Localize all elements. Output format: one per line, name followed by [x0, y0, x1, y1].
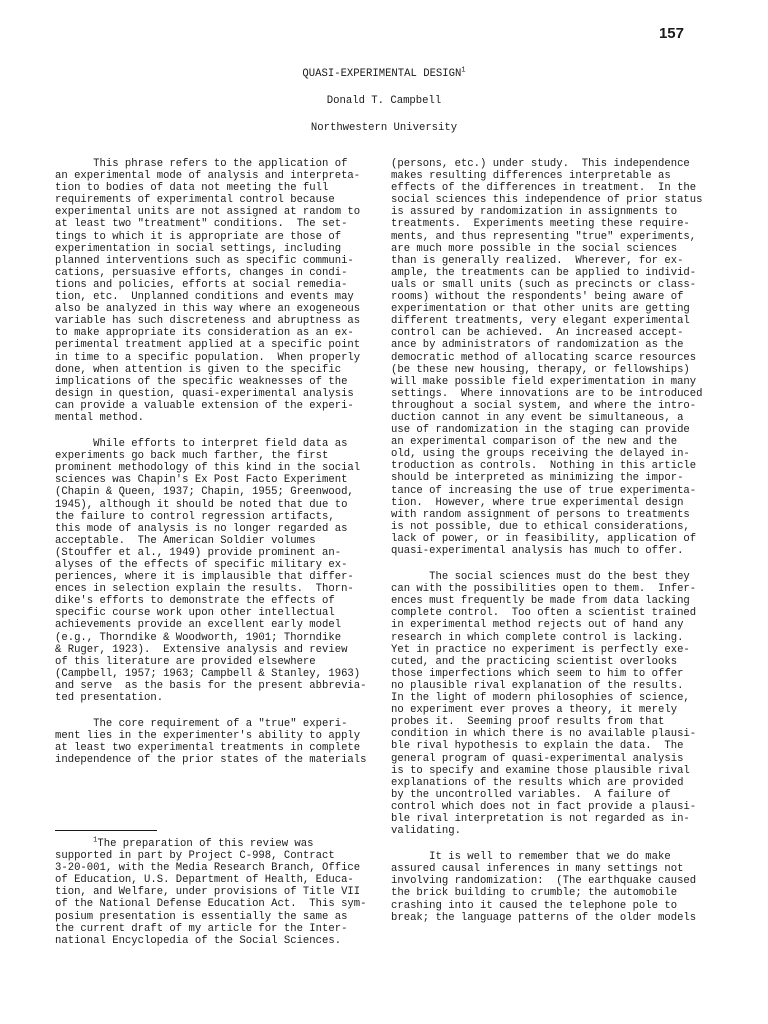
- text-line: throughout a social system, and where the intro-: [391, 399, 697, 412]
- text-line: experimentation or that other units are getting: [391, 303, 690, 316]
- text-line: cations, persuasive efforts, changes in condi-: [55, 266, 348, 279]
- text-line: acceptable. The American Soldier volumes: [55, 534, 316, 547]
- text-line: posium presentation is essentially the same as: [55, 910, 348, 923]
- text-line: & Ruger, 1923). Extensive analysis and review: [55, 643, 348, 656]
- text-line: in experimental method rejects out of hand any: [391, 619, 684, 632]
- paragraph: [55, 438, 367, 705]
- text-line: ment lies in the experimenter's ability to apply: [55, 730, 361, 743]
- text-line: assured causal inferences in many settings not: [391, 863, 684, 876]
- text-line: an experimental mode of analysis and interpreta-: [55, 170, 361, 183]
- text-line: an experimental comparison of the new and the: [391, 436, 678, 449]
- text-line: ample, the treatments can be applied to individ-: [391, 266, 697, 279]
- text-line: supported in part by Project C-998, Contract: [55, 850, 335, 863]
- right-column: [391, 158, 703, 938]
- text-line: settings. Where innovations are to be introduced: [391, 387, 703, 400]
- text-line: makes resulting differences interpretable as: [391, 170, 671, 183]
- title-footnote-mark: 1: [461, 66, 466, 75]
- text-line: perimental treatment applied at a specific point: [55, 339, 361, 352]
- text-line: (Chapin & Queen, 1937; Chapin, 1955; Greenwood,: [55, 486, 354, 499]
- text-line: Yet in practice no experiment is perfectly exe-: [391, 643, 690, 656]
- paragraph: [55, 718, 367, 767]
- text-line: old, using the groups receiving the delayed in-: [391, 448, 690, 461]
- text-line: lack of power, or in feasibility, application of: [391, 532, 697, 545]
- author-name: Donald T. Campbell: [326, 95, 442, 107]
- text-line: experimentation in social settings, including: [55, 242, 342, 255]
- text-line: ted presentation.: [55, 692, 164, 705]
- text-line: is to specify and examine those plausible rival: [391, 764, 690, 777]
- text-line: quasi-experimental analysis has much to offer.: [391, 545, 684, 557]
- text-line: done, when attention is given to the specific: [55, 363, 342, 376]
- footnote-rule: [55, 830, 157, 831]
- text-line: explanations of the results which are provided: [391, 776, 684, 789]
- left-column: [55, 158, 367, 781]
- paragraph: [55, 158, 361, 424]
- text-line: tion. However, where true experimental design: [391, 496, 684, 509]
- text-line: complete control. Too often a scientist trained: [391, 607, 697, 620]
- text-line: of the National Defense Education Act. This sym-: [55, 898, 367, 911]
- author-affiliation: Northwestern University: [310, 122, 458, 134]
- text-line: probes it. Seeming proof results from that: [391, 716, 665, 729]
- text-line: control can be achieved. An increased accept-: [391, 327, 684, 340]
- text-line: research in which complete control is lacking.: [391, 631, 684, 644]
- text-line: general program of quasi-experimental analysis: [391, 752, 684, 765]
- text-line: effects of the differences in treatment. In the: [391, 182, 697, 195]
- article-title: [0, 68, 768, 80]
- text-line: tion, etc. Unplanned conditions and events may: [55, 291, 354, 304]
- text-line: also be analyzed in this way where an exogeneous: [55, 303, 361, 316]
- text-line: uals or small units (such as precincts or class-: [391, 278, 697, 291]
- text-line: can provide a valuable extension of the experi-: [55, 399, 354, 412]
- text-line: with random assignment of persons to treatments: [391, 508, 690, 521]
- paragraph: [391, 571, 697, 838]
- text-line: periences, where it is implausible that differ-: [55, 571, 354, 584]
- text-line: variable has such discreteness and abruptness as: [55, 315, 361, 328]
- text-line: different treatments, very elegant experimental: [391, 315, 690, 328]
- text-line: sciences was Chapin's Ex Post Facto Experiment: [55, 474, 348, 487]
- text-line: break; the language patterns of the older models: [391, 911, 697, 924]
- text-line: ments, and thus representing "true" experiments,: [391, 230, 697, 243]
- text-line: the brick building to crumble; the automobile: [391, 887, 678, 900]
- text-line: validating.: [391, 825, 461, 838]
- text-line: those imperfections which seem to him to offer: [391, 667, 684, 680]
- text-line: requirements of experimental control because: [55, 194, 335, 207]
- text-line: experimental units are not assigned at random to: [55, 206, 361, 219]
- text-line: $^1$The preparation of this review was: [93, 836, 314, 850]
- text-line: ance by administrators of randomization as the: [391, 339, 684, 352]
- text-line: experiments go back much farther, the first: [55, 450, 329, 463]
- text-line: While efforts to interpret field data as: [55, 438, 348, 451]
- footnote-mark: 1: [93, 836, 98, 845]
- text-line: is assured by randomization in assignments to: [391, 206, 678, 219]
- paragraph: [391, 851, 697, 924]
- text-line: troduction as controls. Nothing in this article: [391, 460, 697, 473]
- text-line: This phrase refers to the application of: [55, 158, 348, 170]
- text-line: no experiment ever proves a theory, it merely: [391, 704, 678, 717]
- text-line: dike's efforts to demonstrate the effects of: [55, 595, 335, 608]
- page-number: 157: [658, 25, 684, 42]
- text-line: The social sciences must do the best they: [391, 571, 690, 584]
- text-line: the current draft of my article for the Inter-: [55, 922, 348, 935]
- text-line: no plausible rival explanation of the results.: [391, 679, 684, 692]
- text-line: crashing into it caused the telephone pole to: [391, 899, 678, 912]
- text-line: prominent methodology of this kind in the social: [55, 462, 361, 475]
- text-line: cuted, and the practicing scientist overlooks: [391, 655, 678, 668]
- text-line: tions and policies, efforts at social remedia-: [55, 278, 348, 291]
- text-line: planned interventions such as specific communi-: [55, 254, 354, 267]
- text-line: (persons, etc.) under study. This independence: [391, 158, 690, 170]
- text-line: ble rival hypothesis to explain the data. The: [391, 740, 684, 753]
- text-line: and serve as the basis for the present abbrevia-: [55, 679, 367, 692]
- text-line: of this literature are provided elsewhere: [55, 655, 316, 668]
- text-line: national Encyclopedia of the Social Sciences.: [55, 934, 342, 947]
- text-line: It is well to remember that we do make: [391, 851, 671, 864]
- text-line: tion, and Welfare, under provisions of Title VII: [55, 886, 361, 899]
- text-line: independence of the prior states of the materials: [55, 754, 367, 767]
- text-line: achievements provide an excellent early model: [55, 619, 342, 632]
- text-line: ences in selection explain the results. Thorn-: [55, 583, 354, 596]
- text-line: ble rival interpretation is not regarded as in-: [391, 812, 690, 825]
- text-line: this mode of analysis is no longer regarded as: [55, 522, 348, 535]
- text-line: alyses of the effects of specific military ex-: [55, 559, 348, 571]
- text-line: tion to bodies of data not meeting the full: [55, 182, 329, 195]
- text-line: (e.g., Thorndike & Woodworth, 1901; Thorndike: [55, 631, 342, 644]
- text-line: tance of increasing the use of true experimenta-: [391, 484, 697, 497]
- text-line: use of randomization in the staging can provide: [391, 424, 690, 437]
- text-line: is not possible, due to ethical considerations,: [391, 520, 690, 533]
- text-line: democratic method of allocating scarce resources: [391, 351, 697, 364]
- text-line: rooms) without the respondents' being aware of: [391, 291, 684, 304]
- text-line: by the uncontrolled variables. A failure of: [391, 788, 671, 801]
- text-line: condition in which there is no available plausi-: [391, 728, 697, 741]
- text-line: of Education, U.S. Department of Health, Educa-: [55, 874, 354, 887]
- text-line: mental method.: [55, 411, 145, 424]
- text-line: control which does not in fact provide a plausi-: [391, 800, 697, 813]
- text-line: In the light of modern philosophies of science,: [391, 692, 690, 705]
- text-line: tings to which it is appropriate are those of: [55, 230, 342, 243]
- text-line: will make possible field experimentation in many: [391, 375, 697, 388]
- text-line: 1945), although it should be noted that due to: [55, 498, 348, 511]
- text-line: can with the possibilities open to them. Infer-: [391, 583, 697, 596]
- text-line: the failure to control regression artifacts,: [55, 510, 335, 523]
- text-line: ences must frequently be made from data lacking: [391, 595, 690, 608]
- text-line: (Campbell, 1957; 1963; Campbell & Stanley, 1963): [55, 667, 361, 680]
- text-line: (Stouffer et al., 1949) provide prominent an-: [55, 546, 342, 559]
- text-line: are much more possible in the social sciences: [391, 242, 678, 255]
- text-line: at least two "treatment" conditions. The set-: [55, 218, 348, 231]
- text-line: at least two experimental treatments in complete: [55, 742, 361, 755]
- text-line: should be interpreted as minimizing the impor-: [391, 472, 684, 485]
- text-line: The core requirement of a "true" experi-: [55, 718, 348, 731]
- text-line: involving randomization: (The earthquake caused: [391, 875, 697, 888]
- text-line: design in question, quasi-experimental analysis: [55, 387, 354, 400]
- text-line: treatments. Experiments meeting these require-: [391, 218, 690, 231]
- text-line: duction cannot in any event be simultaneous, a: [391, 411, 684, 424]
- title-text: QUASI-EXPERIMENTAL DESIGN: [302, 68, 462, 80]
- text-line: than is generally realized. Wherever, for ex-: [391, 254, 684, 267]
- text-line: 3-20-001, with the Media Research Branch, Office: [55, 862, 361, 875]
- text-line: social sciences this independence of prior status: [391, 194, 703, 207]
- text-line: specific course work upon other intellectual: [55, 607, 335, 620]
- footnote: [55, 836, 367, 961]
- footnote-text: [55, 836, 367, 947]
- text-line: (be these new housing, therapy, or fellowships): [391, 363, 690, 376]
- text-line: in time to a specific population. When properly: [55, 351, 361, 364]
- text-line: to make appropriate its consideration as an ex-: [55, 327, 354, 340]
- paragraph: [391, 158, 703, 557]
- text-line: implications of the specific weaknesses of the: [55, 375, 348, 388]
